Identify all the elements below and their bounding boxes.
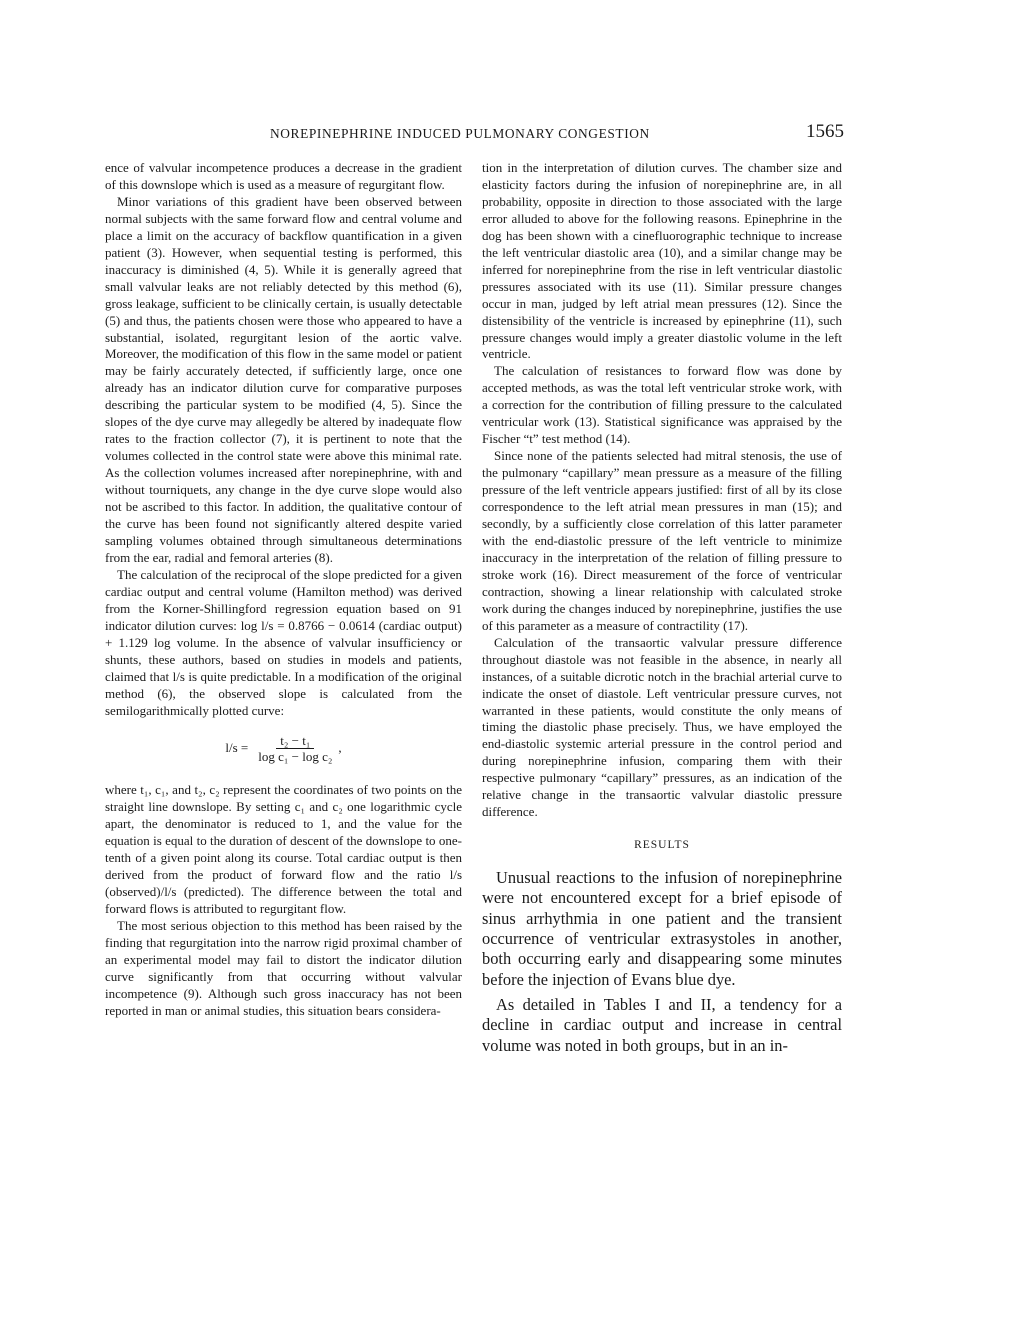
paragraph: As detailed in Tables I and II, a tendency for a decline in cardiac output and increase in central volume was noted in both groups, but in an in- <box>482 994 842 1055</box>
equation-denominator: log c₁ − log c₂ <box>258 749 333 765</box>
equation-fraction <box>254 733 336 764</box>
left-column <box>105 160 462 1020</box>
equation-punctuation: , <box>338 740 342 756</box>
paragraph: Minor variations of this gradient have been observed between normal subjects with the same forward flow and central volume and place a limit on the accuracy of backflow quantification in a given patient (3). However, when sequential testing is performed, this inaccuracy is diminished (4, 5). While it is generally agreed that small valvular leaks are not reliably detected by this method (6), gross leakage, sufficient to be clinically certain, is usually detectable (5) and thus, the patients chosen were those who appeared to have a substantial, isolated, regurgitant lesion of the aortic valve. Moreover, the modification of this flow in the same model or patient may be fairly accurately detected, if sufficiently large, once one already has an indicator dilution curve for comparative purposes describing the particular system to be modified (4, 5). Since the slopes of the dye curve may allegedly be altered by inadequate flow rates to the fraction collector (7), it is pertinent to note that the volumes collected in the control state were above this minimal rate. As the collection volumes increased after norepinephrine, with and without tourniquets, any change in the dye curve slope would also not be ascribed to this factor. In addition, the qualitative contour of the curve has been found not significantly altered despite varied sampling volumes obtained through simultaneous determinations from the ear, radial and femoral arteries (8). <box>105 193 462 565</box>
running-title: NOREPINEPHRINE INDUCED PULMONARY CONGESTION <box>270 126 650 141</box>
paragraph: tion in the interpretation of dilution curves. The chamber size and elasticity factors during the infusion of norepinephrine are, in all probability, opposite in direction to those associated with the large error alluded to above for the following reasons. Epinephrine in the dog has been shown with a cinefluorographic technique to increase the left ventricular diastolic area (10), and a similar change may be inferred for norepinephrine from the rise in left ventricular diastolic pressures associated with its use (11). Similar pressure changes occur in man, judged by left atrial mean pressures (12). Since the distensibility of the ventricle is increased by epinephrine (11), such pressure changes would imply a greater diastolic volume in the left ventricle. <box>482 160 842 362</box>
paragraph: The calculation of the reciprocal of the slope predicted for a given cardiac output and central volume (Hamilton method) was derived from the Korner-Shillingford regression equation based on 91 indicator dilution curves: log l/s = 0.8766 − 0.0614 (cardiac output) + 1.129 log volume. In the absence of valvular insufficiency or shunts, these authors, based on studies in models and patients, claimed that l/s is quite predictable. In a modification of the original method (6), the observed slope is calculated from the semilogarithmically plotted curve: <box>105 566 462 718</box>
paragraph: The calculation of resistances to forward flow was done by accepted methods, as was the total left ventricular stroke work, with a correction for the contribution of filling pressure to the calculated ventricular work (13). Statistical significance was appraised by the Fischer “t” test method (14). <box>482 363 842 447</box>
paragraph: The most serious objection to this method has been raised by the finding that regurgitation into the narrow rigid proximal chamber of an experimental model may fail to distort the indicator dilution curve significantly from that occurring without valvular incompetence (9). Although such gross inaccuracy has not been reported in man or animal studies, this situation bears considera- <box>105 918 462 1018</box>
paragraph: Calculation of the transaortic valvular pressure difference throughout diastole was not feasible in the absence, in nearly all instances, of a suitable dicrotic notch in the brachial arterial curve to indicate the onset of diastole. Left ventricular pressure curves, not warranted in these patients, would constitute the only means of timing the diastolic phase precisely. Thus, we have employed the end-diastolic systemic arterial pressure in the control period and during norepinephrine infusion, comparing them with their respective pulmonary “capillary” pressures, as an indication of the relative change in the transaortic valvular diastolic pressure difference. <box>482 634 842 820</box>
paragraph: Unusual reactions to the infusion of norepinephrine were not encountered except for a brief episode of sinus arrhythmia in one patient and the transient occurrence of ventricular extrasystoles in another, both occurring early and disappearing some minutes before the injection of Evans blue dye. <box>482 868 842 989</box>
paragraph: where t₁, c₁, and t₂, c₂ represent the coordinates of two points on the straight line downslope. By setting c₁ and c₂ one logarithmic cycle apart, the denominator is reduced to 1, and the value for the equation is equal to the duration of descent of the downslope to one-tenth of a given point along its course. Total cardiac output is then derived from the product of forward flow and the ratio l/s (observed)/l/s (predicted). The difference between the total and forward flows is attributed to regurgitant flow. <box>105 782 462 917</box>
page-number: 1565 <box>806 121 844 142</box>
right-column <box>482 160 842 1056</box>
equation-lhs: l/s = <box>225 740 249 756</box>
results-heading: RESULTS <box>634 839 690 852</box>
results-section <box>482 868 842 1056</box>
paragraph: ence of valvular incompetence produces a decrease in the gradient of this downslope which is used as a measure of regurgitant flow. <box>105 160 462 192</box>
equation-numerator: t₂ − t₁ <box>276 733 314 749</box>
slope-equation <box>105 733 462 764</box>
paragraph: Since none of the patients selected had mitral stenosis, the use of the pulmonary “capillary” mean pressure as a measure of the filling pressure of the left ventricle appears justified: first of all by its close correspondence to the left atrial mean pressures in man (15); and secondly, by a sufficiently close correlation of this latter parameter with the end-diastolic pressure of the left ventricle to minimize inaccuracy in the interpretation of the relation of filling pressure to stroke work (16). Direct measurement of the force of ventricular contraction, showing a linear relationship with calculated stroke work during the changes induced by norepinephrine, justifies the use of this parameter as a measure of contractility (17). <box>482 448 842 633</box>
